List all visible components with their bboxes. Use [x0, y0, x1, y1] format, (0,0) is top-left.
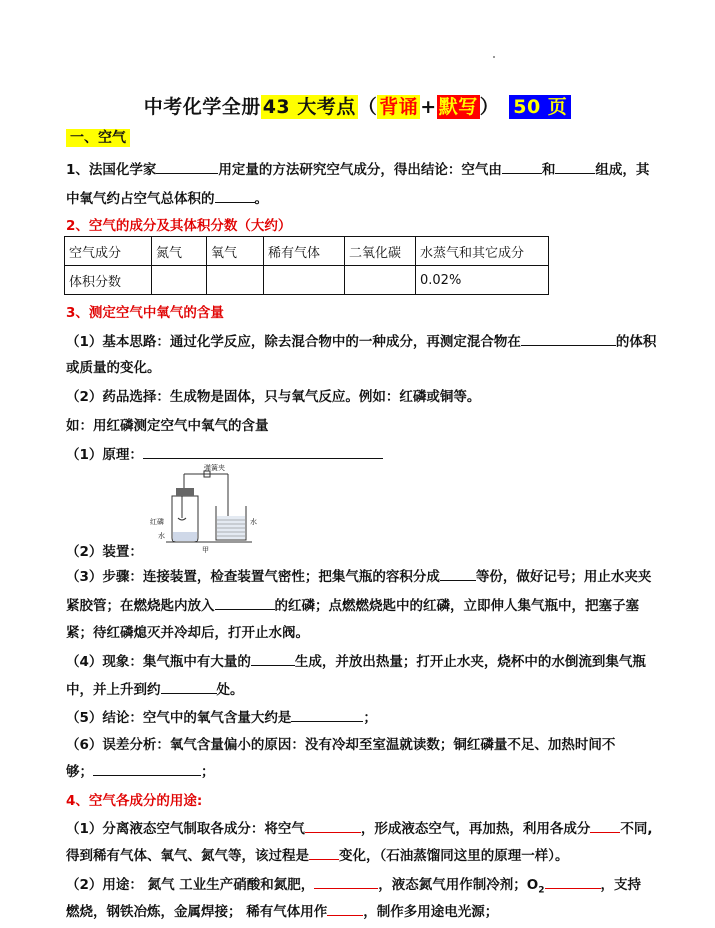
section-heading-uses: 4、空气各成分的用途: — [66, 793, 203, 809]
s3-line4: 如：用红磷测定空气中氧气的含量 — [66, 418, 269, 434]
text: 等份，做好记号；用止水夹夹 — [475, 569, 652, 585]
section-heading-composition: 2、空气的成分及其体积分数（大约） — [66, 218, 292, 234]
section-heading-oxygen-measure: 3、测定空气中氧气的含量 — [66, 305, 224, 321]
table-cell: 二氧化碳 — [345, 237, 416, 266]
title-highlight-43: 43 大考点 — [262, 96, 356, 118]
table-cell: 空气成分 — [65, 237, 152, 266]
fill-blank — [590, 820, 620, 833]
label-water-left: 水 — [158, 532, 165, 540]
table-cell: 稀有气体 — [264, 237, 345, 266]
text: （1）基本思路：通过化学反应，除去混合物中的一种成分，再测定混合物在 — [66, 334, 521, 350]
table-cell — [345, 266, 416, 295]
fill-blank — [161, 681, 217, 694]
s3-line6: （2）装置： — [66, 544, 143, 560]
q1-line1 — [66, 158, 691, 178]
text: 和 — [541, 162, 556, 178]
page-title — [0, 92, 715, 119]
text: ，液态氮气用作制冷剂； — [378, 877, 527, 893]
text: （4）现象：集气瓶中有大量的 — [66, 654, 251, 670]
s4-line4 — [66, 900, 691, 920]
text: ，支持 — [600, 877, 642, 893]
title-plus: + — [420, 96, 437, 118]
table-cell — [152, 266, 207, 295]
fill-blank — [93, 763, 201, 776]
text: （2）用途： 氮气 工业生产硝酸和氮肥， — [66, 877, 315, 893]
s3-line12 — [66, 706, 691, 726]
s4-line3 — [66, 873, 691, 896]
table-cell — [207, 266, 264, 295]
fill-blank — [521, 333, 616, 346]
s3-line8 — [66, 594, 691, 614]
spoon-cup-shape — [178, 518, 186, 520]
text: 1、法国化学家 — [66, 162, 157, 178]
text: 处。 — [216, 682, 244, 698]
fill-blank — [545, 876, 601, 889]
text: 的红磷；点燃燃烧匙中的红磷，立即伸人集气瓶中，把塞子塞 — [274, 598, 639, 614]
text: O — [526, 877, 539, 893]
text: 紧胶管；在燃烧匙内放入 — [66, 598, 215, 614]
table-cell: 体积分数 — [65, 266, 152, 295]
s3-line13: （6）误差分析：氧气含量偏小的原因：没有冷却至室温就读数；铜红磷量不足、加热时间不 — [66, 737, 616, 753]
s4-line1 — [66, 817, 691, 837]
text: （1）原理： — [66, 447, 143, 463]
title-highlight-pages: 50 页 — [509, 95, 571, 119]
s3-line1 — [66, 330, 691, 350]
title-paren-close: ） — [479, 96, 500, 118]
composition-table — [64, 236, 549, 295]
text: 生成，并放出热量；打开止水夹，烧杯中的水倒流到集气瓶 — [294, 654, 646, 670]
text: 用定量的方法研究空气成分，得出结论：空气由 — [218, 162, 502, 178]
s3-line9: 紧；待红磷熄灭并冷却后，打开止水阀。 — [66, 625, 309, 641]
text: （1）分离液态空气制取各成分：将空气 — [66, 821, 305, 837]
text: 的体积 — [615, 334, 657, 350]
label-phosphorus: 红磷 — [150, 518, 164, 526]
bottle-stopper-shape — [176, 488, 194, 496]
fill-blank — [215, 597, 275, 610]
fill-blank — [143, 446, 383, 459]
text: ； — [201, 764, 215, 780]
table-row — [65, 266, 549, 295]
fill-blank — [555, 161, 595, 174]
text: 中氧气约占空气总体积的 — [66, 191, 215, 207]
table-cell: 氧气 — [207, 237, 264, 266]
subscript: 2 — [538, 885, 545, 896]
s3-line3: （2）药品选择：生成物是固体，只与氧气反应。例如：红磷或铜等。 — [66, 389, 481, 405]
table-header-row — [65, 237, 549, 266]
text: ，形成液态空气，再加热，利用各成分 — [360, 821, 591, 837]
s3-line7 — [66, 565, 691, 585]
fill-blank — [215, 190, 255, 203]
text: （5）结论：空气中的氧气含量大约是 — [66, 710, 292, 726]
s4-line2 — [66, 844, 691, 864]
table-cell: 水蒸气和其它成分 — [416, 237, 549, 266]
decorative-dot — [493, 56, 495, 58]
fill-blank — [156, 161, 218, 174]
text: 得到稀有气体、氧气、氮气等，该过程是 — [66, 848, 309, 864]
fill-blank — [502, 161, 542, 174]
text: ，制作多用途电光源； — [363, 904, 499, 920]
fill-blank — [291, 709, 363, 722]
fill-blank — [314, 876, 378, 889]
label-figure: 甲 — [202, 546, 209, 554]
fill-blank — [327, 903, 363, 916]
title-part1: 中考化学全册 — [143, 96, 261, 118]
s3-line5 — [66, 443, 691, 463]
fill-blank — [440, 568, 476, 581]
title-highlight-recite: 背诵 — [379, 96, 419, 118]
text: 组成，其 — [595, 162, 650, 178]
q1-line2 — [66, 187, 691, 207]
text: （3）步骤：连接装置，检查装置气密性；把集气瓶的容积分成 — [66, 569, 440, 585]
s3-line10 — [66, 650, 691, 670]
title-paren-open: （ — [357, 96, 378, 118]
table-cell: 氮气 — [152, 237, 207, 266]
fill-blank — [305, 820, 361, 833]
fill-blank — [251, 653, 295, 666]
table-cell — [264, 266, 345, 295]
text: 够； — [66, 764, 93, 780]
s3-line11 — [66, 678, 691, 698]
text: 中，并上升到约 — [66, 682, 161, 698]
s3-line14 — [66, 760, 691, 780]
text: 不同, — [620, 821, 653, 837]
table-cell: 0.02% — [416, 266, 549, 295]
fill-blank — [309, 847, 339, 860]
label-clamp: 弹簧夹 — [204, 464, 225, 472]
text: 变化，（石油蒸馏同这里的原理一样）。 — [339, 848, 569, 864]
label-water-right: 水 — [250, 518, 257, 526]
section-heading-air-label: 一、空气 — [66, 129, 130, 147]
title-highlight-dictate: 默写 — [438, 96, 478, 118]
beaker-water-shape — [217, 516, 245, 539]
text: ； — [363, 710, 377, 726]
s3-line2: 或质量的变化。 — [66, 360, 161, 376]
text: 燃烧，钢铁冶炼，金属焊接； 稀有气体用作 — [66, 904, 328, 920]
section-heading-air — [66, 127, 130, 147]
text: 。 — [254, 191, 268, 207]
